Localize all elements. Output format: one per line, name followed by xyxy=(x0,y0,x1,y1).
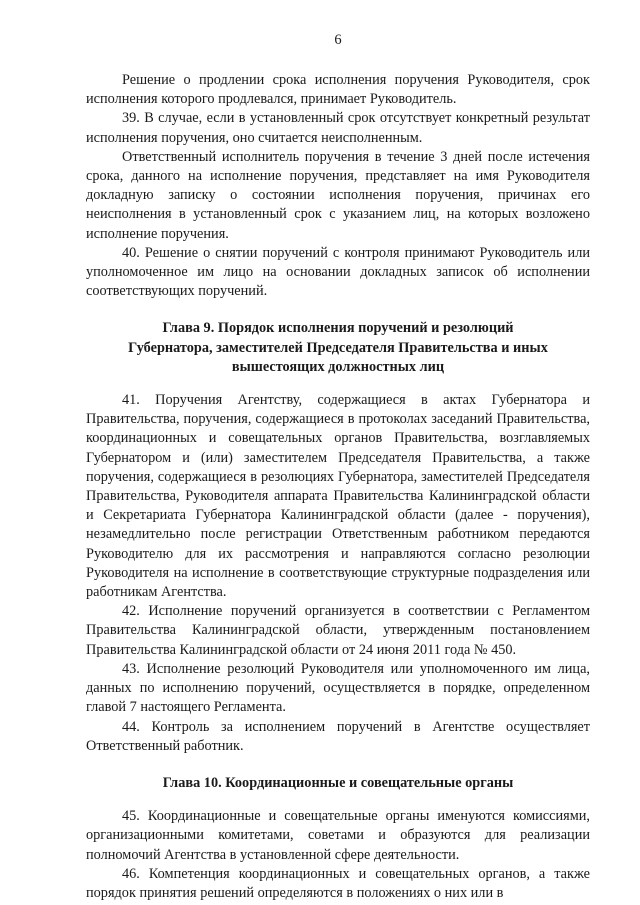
paragraph-42: 42. Исполнение поручений организуется в соответствии с Регламентом Правительства Калининградской области, утвержденным постановлением Правительства Калининградской области от 24 июня 2011 года № 450. xyxy=(86,603,590,658)
paragraph-extension-decision: Решение о продлении срока исполнения поручения Руководителя, срок исполнения которого продлевался, принимает Руководитель. xyxy=(86,72,590,108)
paragraph-45: 45. Координационные и совещательные органы именуются комиссиями, организационными комитетами, советами и образуются для реализации полномочий Агентства в установленной сфере деятельности. xyxy=(86,808,590,863)
chapter-10-heading: Глава 10. Координационные и совещательные органы xyxy=(162,774,514,791)
page-number: 6 xyxy=(334,32,342,48)
paragraph-40: 40. Решение о снятии поручений с контроля принимают Руководитель или уполномоченное им лицо на основании докладных записок об исполнении соответствующих поручений. xyxy=(86,244,590,300)
paragraph-43: 43. Исполнение резолюций Руководителя или уполномоченного им лица, данных по исполнению поручений, осуществляется в порядке, определенном главой 7 настоящего Регламента. xyxy=(86,660,590,716)
paragraph-44: 44. Контроль за исполнением поручений в Агентстве осуществляет Ответственный работник. xyxy=(86,718,590,754)
chapter-9-heading-line-1: Глава 9. Порядок исполнения поручений и резолюций xyxy=(162,320,514,337)
paragraph-41: 41. Поручения Агентству, содержащиеся в актах Губернатора и Правительства, поручения, содержащиеся в протоколах заседаний Правительства, координационных и совещательных органов Правительства, возглавляемых Губернатором и (или) заместителем Председателя Правительства, а также поручения, содержащиеся в резолюциях Губернатора, заместителей Председателя Правительства, Руководителя аппарата Правительства Калининградской области и Секретариата Губернатора Калининградской области (далее - поручения), незамедлительно после регистрации Ответственным работником передаются Руководителю для их рассмотрения и направляются согласно резолюции Руководителя на исполнение в соответствующие структурные подразделения или работникам Агентства. xyxy=(86,392,590,601)
chapter-9-heading xyxy=(86,319,590,377)
paragraph-responsible-executor: Ответственный исполнитель поручения в течение 3 дней после истечения срока, данного на исполнение поручения, представляет на имя Руководителя докладную записку о состоянии исполнения поручения, причинах его неисполнения в установленный срок с указанием лиц, на которых возложено исполнение поручения. xyxy=(86,148,590,242)
chapter-9-heading-line-2: Губернатора, заместителей Председателя Правительства и иных xyxy=(128,339,548,356)
paragraph-39: 39. В случае, если в установленный срок отсутствует конкретный результат исполнения поручения, оно считается неисполненным. xyxy=(86,110,590,146)
paragraph-46: 46. Компетенция координационных и совещательных органов, а также порядок принятия решений определяются в положениях о них или в xyxy=(86,865,590,901)
chapter-9-heading-line-3: вышестоящих должностных лиц xyxy=(231,358,445,375)
